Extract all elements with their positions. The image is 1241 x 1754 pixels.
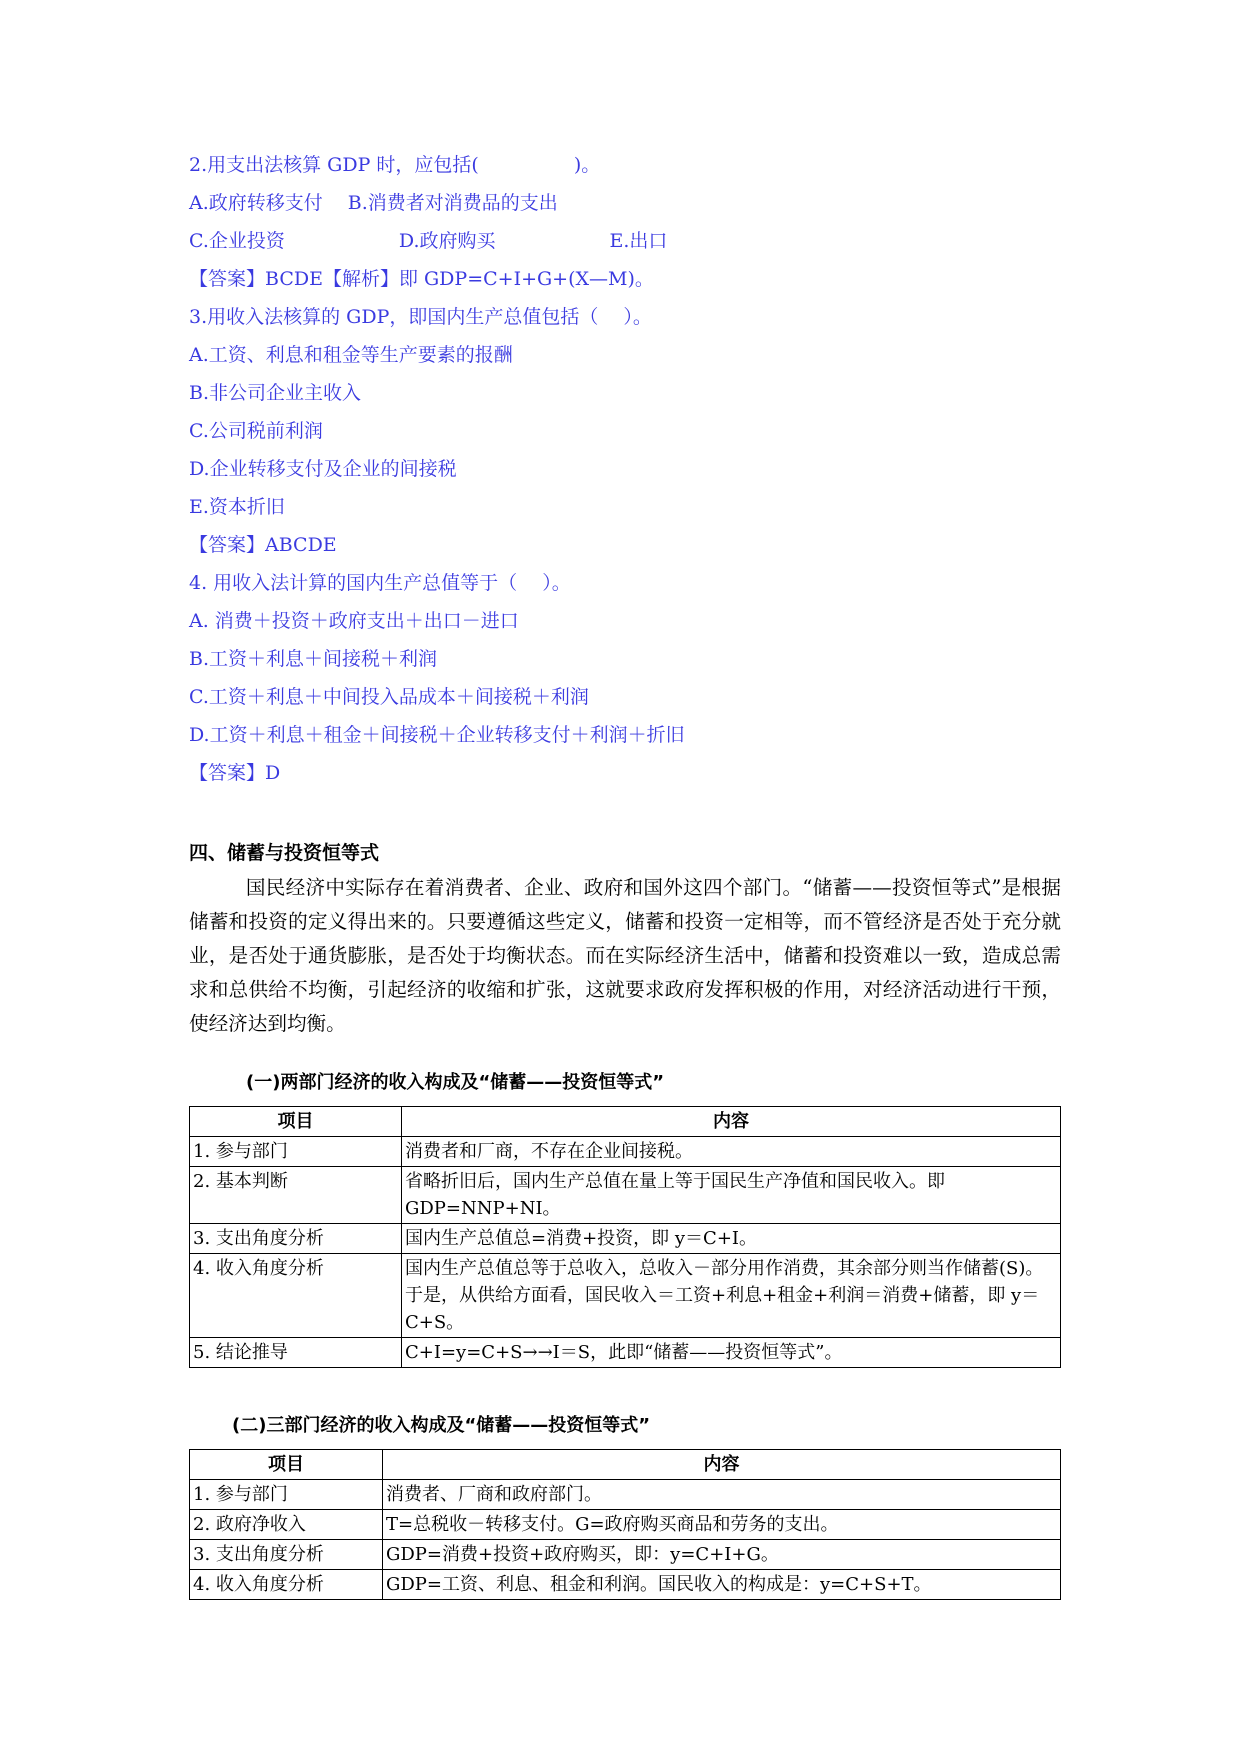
q4-option-c: C.工资＋利息＋中间投入品成本＋间接税＋利润 [189,686,589,708]
row-item: 2. 政府净收入 [190,1510,383,1540]
q4-option-a: A. 消费＋投资＋政府支出＋出口－进口 [189,610,519,632]
q3-option-e: E.资本折旧 [189,496,285,518]
table-row [190,1224,1061,1254]
table2 [189,1449,1061,1600]
paragraph-text: 国民经济中实际存在着消费者、企业、政府和国外这四个部门。“储蓄——投资恒等式”是根据储蓄和投资的定义得出来的。只要遵循这些定义，储蓄和投资一定相等，而不管经济是否处于充分就业，是否处于通货膨胀，是否处于均衡状态。而在实际经济生活中，储蓄和投资难以一致，造成总需求和总供给不均衡，引起经济的收缩和扩张，这就要求政府发挥积极的作用，对经济活动进行干预，使经济达到均衡。 [189,876,1061,1035]
q4-answer: 【答案】D [189,762,281,784]
row-content: 省略折旧后，国内生产总值在量上等于国民生产净值和国民收入。即GDP=NNP+NI。 [402,1167,1061,1224]
q3-option-c: C.公司税前利润 [189,420,323,442]
q4-question: 4. 用收入法计算的国内生产总值等于（ ）。 [189,572,571,594]
q3-option-b: B.非公司企业主收入 [189,382,362,404]
row-content: T=总税收－转移支付。G=政府购买商品和劳务的支出。 [383,1510,1061,1540]
q2-question: 2.用支出法核算 GDP 时，应包括( )。 [189,154,601,176]
row-content: C+I=y=C+S→→I＝S，此即“储蓄——投资恒等式”。 [402,1338,1061,1368]
header-content: 内容 [402,1107,1061,1137]
q2-answer: 【答案】BCDE【解析】即 GDP=C+I+G+(X—M)。 [189,268,654,290]
row-item: 2. 基本判断 [190,1167,402,1224]
header-content: 内容 [383,1450,1061,1480]
table-row [190,1570,1061,1600]
q3-option-a: A.工资、利息和租金等生产要素的报酬 [189,344,513,366]
row-content: 消费者和厂商，不存在企业间接税。 [402,1137,1061,1167]
row-content: 国内生产总值总等于总收入，总收入－部分用作消费，其余部分则当作储蓄(S)。于是，从供给方面看，国民收入＝工资+利息+租金+利润＝消费+储蓄，即 y＝C+S。 [402,1254,1061,1338]
q4-option-b: B.工资＋利息＋间接税＋利润 [189,648,438,670]
header-item: 项目 [190,1107,402,1137]
q2-options-row2: C.企业投资 D.政府购买 E.出口 [189,230,668,252]
row-item: 5. 结论推导 [190,1338,402,1368]
row-content: 消费者、厂商和政府部门。 [383,1480,1061,1510]
table-row [190,1137,1061,1167]
q2-options-row1: A.政府转移支付 B.消费者对消费品的支出 [189,192,558,214]
q3-question: 3.用收入法核算的 GDP，即国内生产总值包括（ ）。 [189,306,652,328]
row-item: 3. 支出角度分析 [190,1540,383,1570]
q3-answer: 【答案】ABCDE [189,534,337,556]
row-item: 4. 收入角度分析 [190,1254,402,1338]
row-item: 3. 支出角度分析 [190,1224,402,1254]
section-heading: 四、储蓄与投资恒等式 [189,842,380,864]
q3-option-d: D.企业转移支付及企业的间接税 [189,458,457,480]
table-header-row [190,1450,1061,1480]
header-item: 项目 [190,1450,383,1480]
table-row [190,1167,1061,1224]
table1 [189,1106,1061,1368]
table-row [190,1254,1061,1338]
row-content: 国内生产总值总=消费+投资，即 y＝C+I。 [402,1224,1061,1254]
q4-option-d: D.工资＋利息＋租金＋间接税＋企业转移支付＋利润＋折旧 [189,724,685,746]
row-item: 4. 收入角度分析 [190,1570,383,1600]
table-row [190,1480,1061,1510]
table-header-row [190,1107,1061,1137]
table1-title: (一)两部门经济的收入构成及“储蓄——投资恒等式” [246,1072,665,1093]
table-row [190,1540,1061,1570]
table-row [190,1510,1061,1540]
row-content: GDP=工资、利息、租金和利润。国民收入的构成是：y=C+S+T。 [383,1570,1061,1600]
table2-title: (二)三部门经济的收入构成及“储蓄——投资恒等式” [232,1415,651,1436]
row-item: 1. 参与部门 [190,1137,402,1167]
table-row [190,1338,1061,1368]
row-content: GDP=消费+投资+政府购买，即：y=C+I+G。 [383,1540,1061,1570]
row-item: 1. 参与部门 [190,1480,383,1510]
section-paragraph [189,871,1061,1041]
